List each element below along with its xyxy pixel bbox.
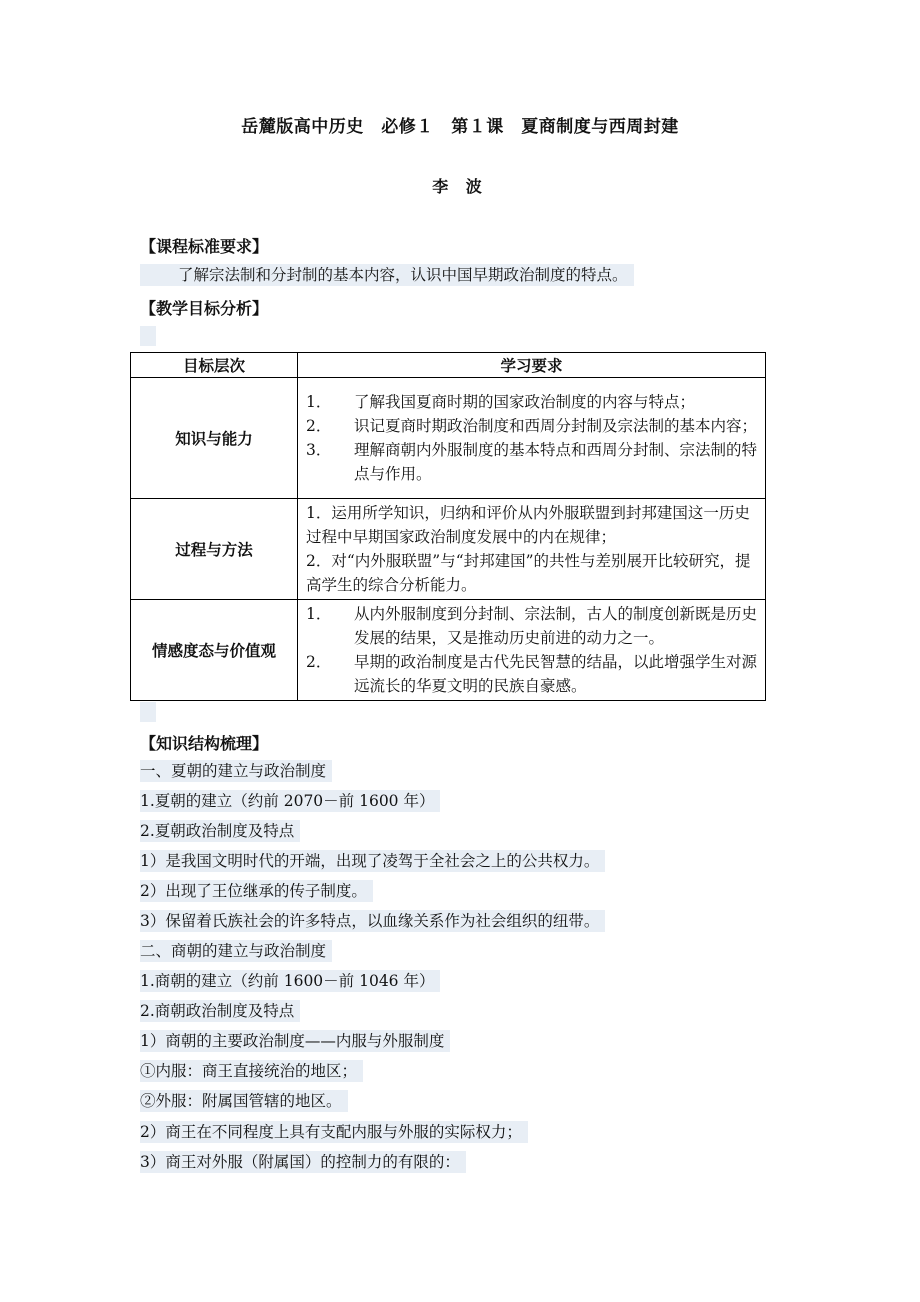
list-item: 2．对“内外服联盟”与“封邦建国”的共性与差别展开比较研究，提高学生的综合分析能力。: [306, 552, 751, 594]
list-item: 2． 识记夏商时期政治制度和西周分封制及宗法制的基本内容；: [306, 417, 758, 435]
structure-line: 1.商朝的建立（约前 1600－前 1046 年）: [140, 970, 440, 992]
author-name: 李 波: [432, 177, 488, 196]
list-item: 2． 早期的政治制度是古代先民智慧的结晶，以此增强学生对源远流长的华夏文明的民族自豪感。: [306, 653, 758, 695]
structure-line: 2）出现了王位继承的传子制度。: [140, 880, 373, 902]
course-standard-text: 了解宗法制和分封制的基本内容，认识中国早期政治制度的特点。: [140, 264, 634, 286]
empty-paragraph-marker: [140, 702, 156, 722]
goals-table: [130, 352, 766, 701]
structure-line: ②外服：附属国管辖的地区。: [140, 1090, 348, 1112]
list-item: 1． 从内外服制度到分封制、宗法制，古人的制度创新既是历史发展的结果，又是推动历史前进的动力之一。: [306, 605, 758, 647]
structure-line: 一、夏朝的建立与政治制度: [140, 760, 332, 782]
table-row: [131, 499, 766, 600]
structure-line: 3）商王对外服（附属国）的控制力的有限的：: [140, 1151, 466, 1173]
structure-line: ①内服：商王直接统治的地区；: [140, 1060, 363, 1082]
col-requirement-header: 学习要求: [298, 353, 766, 378]
heading-teaching-goals: 【教学目标分析】: [140, 299, 269, 318]
structure-line: 1.夏朝的建立（约前 2070－前 1600 年）: [140, 790, 440, 812]
structure-line: 1）商朝的主要政治制度——内服与外服制度: [140, 1030, 450, 1052]
structure-line: 二、商朝的建立与政治制度: [140, 940, 332, 962]
table-header-row: [131, 353, 766, 378]
col-level-header: 目标层次: [131, 353, 298, 378]
structure-line: 2.夏朝政治制度及特点: [140, 820, 300, 842]
structure-line: 3）保留着氏族社会的许多特点，以血缘关系作为社会组织的纽带。: [140, 910, 605, 932]
requirement-cell: [298, 499, 766, 600]
level-cell: 情感度态与价值观: [131, 600, 298, 701]
level-cell: 知识与能力: [131, 378, 298, 499]
heading-course-standard: 【课程标准要求】: [140, 237, 269, 256]
list-item: 1． 了解我国夏商时期的国家政治制度的内容与特点；: [306, 393, 696, 411]
structure-line: 2）商王在不同程度上具有支配内服与外服的实际权力；: [140, 1121, 528, 1143]
table-row: [131, 600, 766, 701]
list-item: 3． 理解商朝内外服制度的基本特点和西周分封制、宗法制的特点与作用。: [306, 441, 758, 483]
level-cell: 过程与方法: [131, 499, 298, 600]
empty-paragraph-marker: [140, 326, 156, 346]
heading-knowledge-structure: 【知识结构梳理】: [140, 734, 269, 753]
requirement-cell: [298, 378, 766, 499]
requirement-cell: [298, 600, 766, 701]
structure-line: 2.商朝政治制度及特点: [140, 1000, 300, 1022]
table-row: [131, 378, 766, 499]
list-item: 1．运用所学知识，归纳和评价从内外服联盟到封邦建国这一历史过程中早期国家政治制度发展中的内在规律；: [306, 504, 750, 546]
structure-line: 1）是我国文明时代的开端，出现了凌驾于全社会之上的公共权力。: [140, 850, 605, 872]
document-title: 岳麓版高中历史 必修１ 第１课 夏商制度与西周封建: [241, 117, 679, 137]
